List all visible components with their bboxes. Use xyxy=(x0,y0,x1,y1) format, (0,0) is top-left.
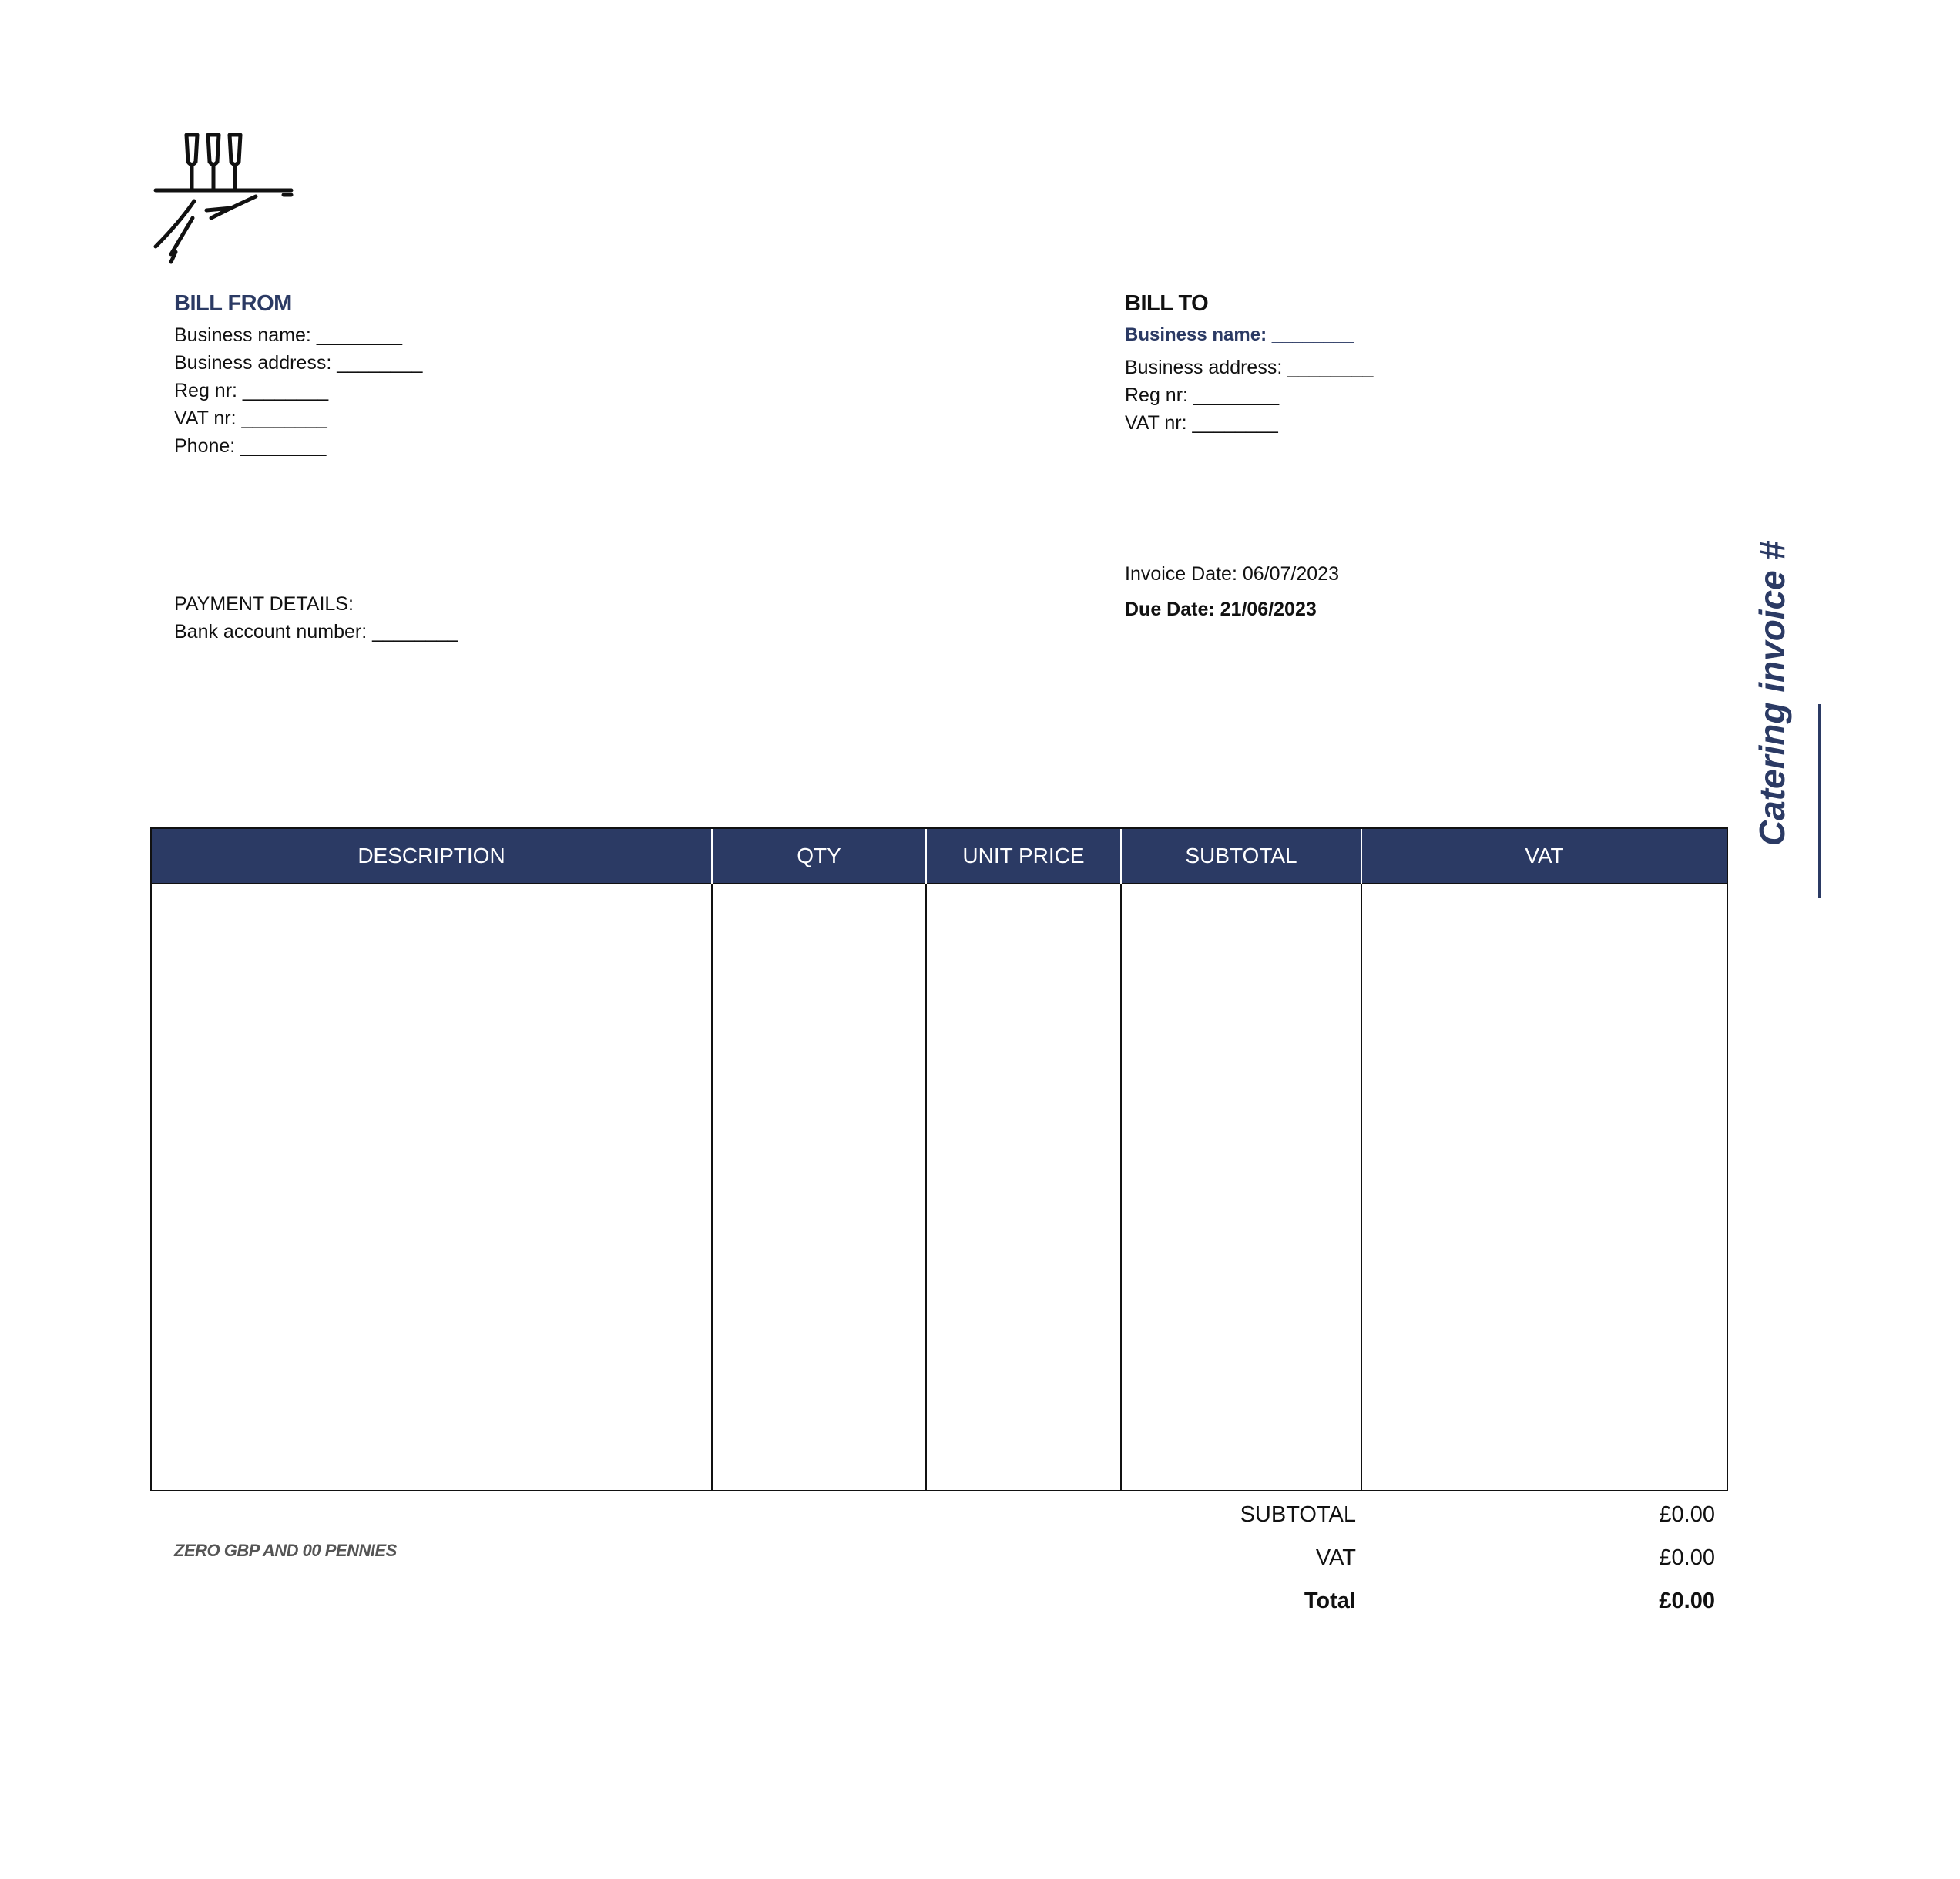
payment-details xyxy=(174,590,458,646)
unit-price-cell[interactable] xyxy=(926,884,1121,1490)
column-header-description: DESCRIPTION xyxy=(152,829,712,884)
payment-details-title: PAYMENT DETAILS: xyxy=(174,593,354,615)
subtotal-label: SUBTOTAL xyxy=(1240,1502,1356,1527)
vat-label: VAT xyxy=(1315,1545,1356,1570)
bill-from-title: BILL FROM xyxy=(174,291,292,316)
vat-cell[interactable] xyxy=(1361,884,1727,1490)
invoice-items-table xyxy=(150,827,1728,1491)
waiter-tray-logo-icon xyxy=(148,127,294,266)
bill-from-business-name: Business name: ________ xyxy=(174,324,403,346)
bill-to-vat-nr: VAT nr: ________ xyxy=(1125,412,1278,434)
amount-in-words: ZERO GBP AND 00 PENNIES xyxy=(174,1541,397,1560)
bill-to-business-name: Business name: ________ xyxy=(1125,324,1354,345)
total-value: £0.00 xyxy=(1659,1589,1715,1613)
invoice-date: Invoice Date: 06/07/2023 xyxy=(1125,563,1339,585)
bill-to-business-address: Business address: ________ xyxy=(1125,357,1374,378)
bill-from-section xyxy=(174,291,422,460)
total-label: Total xyxy=(1304,1589,1356,1613)
subtotal-cell[interactable] xyxy=(1121,884,1361,1490)
vat-value: £0.00 xyxy=(1659,1545,1715,1570)
column-header-vat: VAT xyxy=(1361,829,1727,884)
column-header-unit-price: UNIT PRICE xyxy=(926,829,1121,884)
invoice-number-field[interactable] xyxy=(1818,704,1821,898)
qty-cell[interactable] xyxy=(712,884,926,1490)
bill-to-title: BILL TO xyxy=(1125,291,1209,316)
bill-from-reg-nr: Reg nr: ________ xyxy=(174,380,329,401)
invoice-dates xyxy=(1125,556,1339,627)
column-header-qty: QTY xyxy=(712,829,926,884)
table-row xyxy=(152,884,1727,1490)
subtotal-value: £0.00 xyxy=(1659,1502,1715,1527)
document-title: Catering invoice # xyxy=(1752,540,1792,847)
bill-from-vat-nr: VAT nr: ________ xyxy=(174,408,327,429)
description-cell[interactable] xyxy=(152,884,712,1490)
bill-to-reg-nr: Reg nr: ________ xyxy=(1125,384,1280,406)
bill-from-phone: Phone: ________ xyxy=(174,435,327,457)
due-date: Due Date: 21/06/2023 xyxy=(1125,599,1317,620)
bill-from-business-address: Business address: ________ xyxy=(174,352,423,374)
column-header-subtotal: SUBTOTAL xyxy=(1121,829,1361,884)
bank-account-number: Bank account number: ________ xyxy=(174,621,458,643)
bill-to-section xyxy=(1125,291,1373,437)
